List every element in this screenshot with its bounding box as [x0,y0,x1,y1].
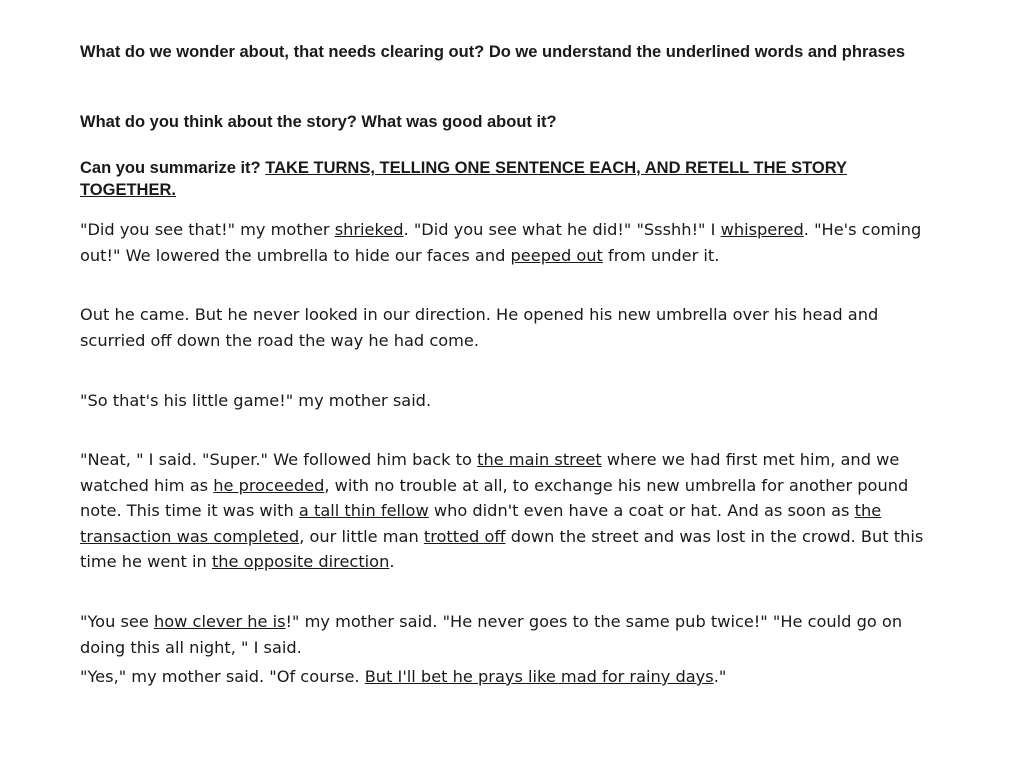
question-summarize-lead: Can you summarize it? [80,159,266,177]
underlined-phrase: a tall thin fellow [298,501,429,520]
underlined-phrase: trotted off [423,526,506,546]
story-paragraph [80,388,940,414]
underlined-phrase: shrieked [334,220,404,239]
underlined-phrase: the opposite direction [211,552,390,571]
question-summarize-task: TAKE TURNS, TELLING ONE SENTENCE EACH, AND RETELL THE STORY TOGETHER. [80,159,848,199]
story-text-run: , with no trouble at all, to exchange his new umbrella for another pound note. This time it was with [80,475,909,520]
story-text-run: . "He's coming out!" We lowered the umbrella to hide our faces and [80,220,922,265]
story-text-run: "So that's his little game!" my mother said. [80,391,432,410]
story-text-run: down the street and was lost in the crowd. But this time he went in [80,526,924,571]
story-text-run: , our little man [299,526,424,546]
story-text-run: "You see [80,612,154,631]
story-paragraph [80,664,940,690]
underlined-phrase: the transaction was completed [80,501,882,546]
story-text-run: who didn't even have a coat or hat. And as soon as [428,501,855,520]
story-text-run: from under it. [602,245,720,265]
story-text-run: "Did you see that!" my mother [80,220,335,239]
underlined-phrase: the main street [477,450,602,469]
story-text-run: !" my mother said. "He never goes to the same pub twice!" "He could go on doing this all night, " I said. [80,612,903,657]
story-paragraph [80,217,940,268]
story-text-run: "Neat, " I said. "Super." We followed him back to [80,450,478,469]
story-text-run: where we had first met him, and we watched him as [80,450,900,495]
story-text-run: ." [713,667,727,686]
underlined-phrase: whispered [720,220,804,239]
question-clarify: What do we wonder about, that needs clearing out? Do we understand the underlined words and phrases [80,43,906,61]
story-text-run: . [389,552,395,571]
underlined-phrase: But I'll bet he prays like mad for rainy days [364,667,714,686]
story-paragraph [80,609,940,660]
story-text-run: "Yes," my mother said. "Of course. [80,667,365,686]
underlined-phrase: how clever he is [154,612,286,631]
question-opinion: What do you think about the story? What was good about it? [80,113,557,131]
story-paragraph [80,302,940,353]
story-paragraph [80,447,940,575]
story-text-run: Out he came. But he never looked in our direction. He opened his new umbrella over his head and scurried off down the road the way he had come. [80,305,879,350]
underlined-phrase: peeped out [510,245,603,265]
story-text-run: . "Did you see what he did!" "Ssshh!" I [403,220,721,239]
question-summarize [80,157,940,201]
underlined-phrase: he proceeded [213,475,325,495]
